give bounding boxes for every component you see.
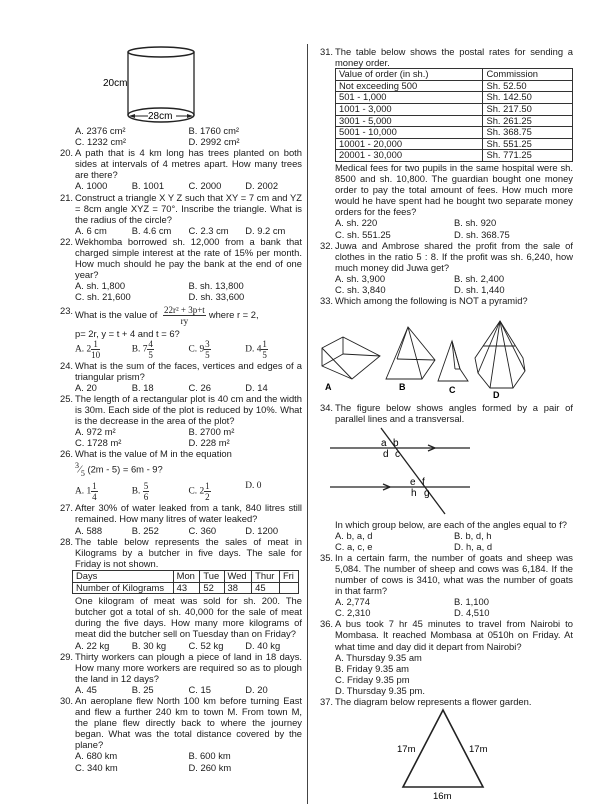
question-number: 22.	[60, 235, 74, 247]
postal-rates-table	[335, 68, 573, 162]
table-cell	[279, 582, 298, 594]
denominator: 5	[205, 349, 210, 360]
question-prefix: What is the value of	[75, 308, 158, 320]
answer-options	[335, 217, 573, 239]
question-24	[60, 360, 302, 393]
meat-sales-table	[72, 570, 299, 594]
question-number: 20.	[60, 147, 74, 159]
fraction	[91, 481, 98, 502]
question-31	[320, 46, 573, 240]
fraction	[147, 339, 154, 360]
question-22	[60, 236, 302, 303]
angle-h: h	[411, 488, 417, 500]
answer-options	[75, 640, 302, 651]
table-cell: 501 - 1,000	[336, 92, 483, 104]
numerator: 5	[143, 481, 149, 492]
question-text: Wekhomba borrowed sh. 12,000 from a bank that charged simple interest at the rate of 15% per month. How much should he pay the bank at the end of one year?	[75, 235, 302, 281]
answer-option[interactable]: C. sh. 551.25	[335, 228, 391, 240]
table-header-row	[73, 570, 299, 582]
denominator: 5	[148, 349, 153, 360]
question-20	[60, 147, 302, 191]
table-row	[336, 138, 573, 150]
denominator: 4	[92, 492, 97, 503]
option-whole: 9	[199, 344, 205, 355]
answer-option[interactable]: C. 360	[188, 524, 217, 536]
answer-option[interactable]: A. sh. 220	[335, 217, 378, 229]
option-whole: 4	[256, 344, 262, 355]
option-whole: 2	[86, 344, 92, 355]
question-number: 33.	[320, 295, 334, 307]
flower-garden-triangle	[320, 707, 560, 803]
label-c: C	[449, 385, 456, 396]
table-header: Tue	[200, 570, 224, 582]
numerator: 1	[262, 338, 267, 349]
table-cell: 43	[173, 582, 200, 594]
table-header: Wed	[224, 570, 252, 582]
equation-fraction: $^3⁄_5$	[75, 461, 85, 479]
answer-option[interactable]: C. 1728 m²	[75, 437, 122, 449]
question-text: The length of a rectangular plot is 40 cm and the width is 30m. Each side of the plot is reduced by 10%. What is the decrease in the area of the plot?	[75, 392, 302, 427]
question-number: 25.	[60, 392, 74, 404]
question-text: Which among the following is NOT a pyramid?	[335, 295, 528, 307]
answer-option[interactable]	[75, 481, 132, 502]
question-text: What is the value of M in the equation	[75, 448, 232, 460]
question-number: 28.	[60, 535, 74, 547]
numerator: 22r² + 3p+t	[163, 304, 205, 315]
table-cell: Sh. 368.75	[483, 127, 573, 139]
question-number: 21.	[60, 191, 74, 203]
numerator: 1	[92, 481, 97, 492]
answer-option[interactable]: C. Friday 9.35 pm	[335, 673, 410, 685]
answer-option[interactable]: B. 1760 cm²	[188, 125, 240, 136]
answer-option[interactable]: A. 22 kg	[75, 639, 110, 651]
option-whole: 1	[86, 487, 92, 498]
answer-options	[335, 530, 573, 552]
answer-option[interactable]: B. b, d, h	[454, 529, 492, 541]
question-number: 30.	[60, 694, 74, 706]
table-cell: 1001 - 3,000	[336, 103, 483, 115]
table-cell: 52	[200, 582, 224, 594]
answer-options	[335, 273, 573, 295]
answer-option[interactable]: D. 4,510	[454, 607, 490, 619]
question-text: An aeroplane flew North 100 km before turning East and flew a further 240 km to town M. From town M, the plane flew directly back to where the journey began. What was the total distance covered by the plane?	[75, 694, 302, 751]
answer-option[interactable]: B. 25	[131, 683, 154, 695]
angle-g: g	[424, 488, 430, 500]
question-text: After 30% of water leaked from a tank, 840 litres still remained. How many litres of water leaked?	[75, 502, 302, 525]
answer-option[interactable]: C. a, c, e	[335, 540, 373, 552]
question-27	[60, 502, 302, 535]
answer-option[interactable]: C. 2,310	[335, 607, 371, 619]
answer-option[interactable]: B. sh. 920	[454, 217, 497, 229]
question-33	[320, 295, 573, 402]
table-header: Mon	[173, 570, 200, 582]
answer-option[interactable]: C. 2.3 cm	[188, 224, 229, 236]
answer-option[interactable]: A. 972 m²	[75, 426, 116, 438]
question-23	[60, 305, 302, 360]
table-cell: Sh. 261.25	[483, 115, 573, 127]
fraction	[204, 481, 211, 502]
equation	[75, 460, 302, 479]
table-row	[336, 127, 573, 139]
question-text: What is the sum of the faces, vertices and edges of a triangular prism?	[75, 359, 302, 382]
answer-options	[60, 125, 302, 147]
diameter-label: 28cm	[148, 111, 173, 122]
fraction	[143, 481, 150, 502]
answer-option[interactable]: A. 2376 cm²	[75, 125, 126, 136]
answer-options	[335, 596, 573, 618]
label-b: B	[399, 382, 406, 393]
angle-d: d	[383, 449, 389, 461]
question-text: One kilogram of meat was sold for sh. 200. The butcher got a total of sh. 40,000 for the sale of meat during the five days. How many more kilograms of meat did the butcher sell on Tuesday than on Friday?	[75, 595, 302, 640]
table-cell: 5001 - 10,000	[336, 127, 483, 139]
angle-a: a	[381, 438, 387, 450]
answer-option[interactable]	[245, 481, 302, 502]
label-a: A	[325, 382, 332, 393]
question-34	[320, 402, 573, 552]
expression-fraction	[163, 305, 206, 326]
answer-options	[75, 180, 302, 191]
answer-option[interactable]: D. Thursday 9.35 pm.	[335, 684, 425, 696]
question-text: The table below shows the postal rates for sending a money order.	[335, 46, 573, 69]
answer-option[interactable]: C. 2000	[188, 180, 222, 192]
numerator: 4	[148, 338, 153, 349]
question-conditions: p= 2r, y = t + 4 and t = 6?	[75, 327, 180, 339]
answer-option[interactable]: D. 40 kg	[245, 639, 281, 651]
question-number: 32.	[320, 239, 334, 251]
table-cell: 38	[224, 582, 252, 594]
answer-option[interactable]: D. sh. 1,440	[454, 283, 505, 295]
option-label: A.	[75, 487, 85, 498]
question-text: A path that is 4 km long has trees planted on both sides at intervals of 4 metres apart. How many trees are there?	[75, 147, 302, 181]
question-29	[60, 651, 302, 695]
answer-option[interactable]: C. sh. 3,840	[335, 283, 386, 295]
answer-options	[75, 481, 302, 502]
question-number: 37.	[320, 696, 334, 708]
answer-option[interactable]: A. 45	[75, 683, 97, 695]
answer-option[interactable]: D. 260 km	[188, 761, 232, 773]
answer-option[interactable]: A. sh. 3,900	[335, 272, 386, 284]
question-21	[60, 192, 302, 236]
table-header: Days	[73, 570, 174, 582]
answer-option[interactable]	[189, 339, 246, 360]
table-cell: Sh. 142.50	[483, 92, 573, 104]
question-text: Juwa and Ambrose shared the profit from the sale of clothes in the ratio 5 : 8. If the profit was sh. 6,240, how much money did Juwa get?	[335, 239, 573, 273]
answer-option[interactable]: D. sh. 33,600	[188, 291, 245, 303]
base-label: 16m	[433, 791, 452, 803]
table-row	[336, 103, 573, 115]
question-number: 35.	[320, 551, 334, 563]
question-text: In a certain farm, the number of goats and sheep was 5,084. The number of sheep and cows was 6,184. If the number of cows is 3410, what was the number of goats in that farm?	[335, 551, 573, 597]
answer-option[interactable]	[75, 339, 132, 360]
fraction	[204, 339, 211, 360]
question-text: The figure below shows angles formed by a pair of parallel lines and a transversal.	[335, 402, 573, 425]
answer-options	[335, 652, 573, 696]
answer-option[interactable]: A. b, a, d	[335, 529, 373, 541]
answer-option[interactable]: B. 2700 m²	[188, 426, 235, 438]
answer-option[interactable]: A. 588	[75, 524, 103, 536]
question-35	[320, 552, 573, 619]
question-number: 29.	[60, 650, 74, 662]
shape-a-icon	[322, 337, 380, 379]
option-whole: 0	[256, 481, 262, 492]
answer-option[interactable]: A. 680 km	[75, 750, 118, 762]
equation-rest: (2m - 5) = 6m - 9?	[87, 464, 163, 476]
question-37	[320, 696, 573, 805]
answer-option[interactable]: B. 252	[131, 524, 159, 536]
parallel-lines-figure	[325, 424, 565, 516]
pyramids-figure	[320, 306, 570, 400]
question-text: The table below represents the sales of meat in Kilograms by a butcher in five days. The sale for Friday is not shown.	[75, 535, 302, 569]
label-d: D	[493, 390, 500, 401]
angle-e: e	[410, 477, 416, 489]
question-text: In which group below, are each of the angles equal to f?	[335, 518, 567, 530]
answer-option[interactable]: A. sh. 1,800	[75, 280, 126, 292]
numerator: 1	[205, 481, 210, 492]
height-label: 20cm	[103, 78, 128, 89]
numerator: 1	[91, 339, 100, 350]
question-number: 23.	[60, 304, 74, 316]
denominator: 5	[80, 469, 85, 479]
question-text: A bus took 7 hr 45 minutes to travel from Nairobi to Mombasa. It reached Mombasa at 0510h on Friday. At what time and day did it depart from Nairobi?	[335, 618, 573, 652]
answer-option[interactable]: A. 2,774	[335, 596, 370, 608]
right-column	[320, 46, 573, 805]
table-row	[336, 115, 573, 127]
answer-option[interactable]: D. 2002	[245, 180, 279, 192]
denominator: 6	[143, 492, 149, 503]
question-text: Construct a triangle X Y Z such that XY = 7 cm and YZ = 8cm angle XYZ = 70°. Inscribe the triangle. What is the radius of the circle?	[75, 191, 302, 225]
question-32	[320, 240, 573, 295]
answer-option[interactable]: C. 26	[188, 381, 211, 393]
question-30	[60, 695, 302, 773]
table-cell: Sh. 52.50	[483, 80, 573, 92]
question-28	[60, 536, 302, 651]
answer-option[interactable]: C. 15	[188, 683, 211, 695]
answer-option[interactable]: D. 9.2 cm	[245, 224, 286, 236]
answer-options	[75, 525, 302, 536]
answer-option[interactable]	[132, 481, 189, 502]
answer-option[interactable]: D. sh. 368.75	[454, 228, 510, 240]
answer-option[interactable]: D. 20	[245, 683, 268, 695]
answer-options	[75, 225, 302, 236]
table-cell: Sh. 771.25	[483, 150, 573, 162]
table-cell: 20001 - 30,000	[336, 150, 483, 162]
question-36	[320, 618, 573, 696]
numerator: 3	[205, 338, 210, 349]
fraction	[261, 339, 268, 360]
answer-options	[75, 382, 302, 393]
answer-option[interactable]	[245, 339, 302, 360]
question-text: Medical fees for two pupils in the same hospital were sh. 8500 and sh. 10,800. The guardian bought one money order to pay the total amount of fees. How much more would he have spent had he bought two separate money orders for the fees?	[335, 161, 573, 218]
answer-option[interactable]: B. 1001	[131, 180, 165, 192]
answer-option[interactable]: A. 6 cm	[75, 224, 107, 236]
table-cell: Sh. 217.50	[483, 103, 573, 115]
answer-options	[75, 339, 302, 360]
side-right-label: 17m	[469, 744, 488, 756]
table-row	[336, 92, 573, 104]
table-header: Commission	[483, 69, 573, 81]
answer-option[interactable]: B. sh. 13,800	[188, 280, 244, 292]
answer-option[interactable]: C. 340 km	[75, 761, 118, 773]
angle-f: f	[422, 477, 425, 489]
answer-option[interactable]: D. h, a, d	[454, 540, 493, 552]
table-row	[336, 80, 573, 92]
left-column	[60, 125, 302, 773]
question-26	[60, 448, 302, 502]
answer-option[interactable]: B. 30 kg	[131, 639, 167, 651]
answer-options	[75, 426, 302, 448]
option-label: B.	[131, 344, 141, 355]
numerator: 3	[75, 461, 79, 471]
angle-b: b	[393, 438, 399, 450]
option-label: C.	[188, 487, 198, 498]
table-header: Fri	[279, 570, 298, 582]
question-number: 31.	[320, 46, 334, 57]
answer-option[interactable]: C. sh. 21,600	[75, 291, 131, 303]
answer-option[interactable]	[132, 339, 189, 360]
table-header-row	[336, 69, 573, 81]
denominator: 2	[205, 492, 210, 503]
answer-option[interactable]: D. 14	[245, 381, 268, 393]
option-label: D.	[245, 344, 255, 355]
answer-option[interactable]: B. 600 km	[188, 750, 231, 762]
answer-option[interactable]: B. 4.6 cm	[131, 224, 172, 236]
answer-option[interactable]: A. Thursday 9.35 am	[335, 651, 422, 663]
answer-option[interactable]	[189, 481, 246, 502]
table-row	[336, 150, 573, 162]
column-divider	[307, 44, 308, 804]
answer-option[interactable]: D. 1200	[245, 524, 279, 536]
option-label: A.	[75, 344, 85, 355]
answer-option[interactable]: B. Friday 9.35 am	[335, 662, 409, 674]
answer-options	[75, 280, 302, 302]
option-whole: 7	[142, 344, 148, 355]
fraction	[91, 339, 100, 360]
table-cell: 10001 - 20,000	[336, 138, 483, 150]
question-number: 36.	[320, 618, 334, 630]
question-text: The diagram below represents a flower garden.	[335, 696, 532, 708]
answer-options	[75, 684, 302, 695]
shape-d-icon	[475, 321, 525, 388]
table-cell: Number of Kilograms	[73, 582, 174, 594]
answer-options	[75, 750, 302, 772]
answer-option[interactable]: D. 228 m²	[188, 437, 230, 449]
question-25	[60, 393, 302, 448]
question-text	[75, 305, 302, 326]
answer-option[interactable]: B. 1,100	[454, 596, 489, 608]
answer-option[interactable]: A. 20	[75, 381, 97, 393]
table-row	[73, 582, 299, 594]
question-suffix: where r = 2,	[208, 308, 259, 320]
question-number: 27.	[60, 502, 74, 514]
question-text: Thirty workers can plough a piece of land in 18 days. How many more workers are required so as to plough the land in 12 days?	[75, 650, 302, 684]
table-cell: Not exceeding 500	[336, 80, 483, 92]
question-number: 26.	[60, 448, 74, 460]
answer-option[interactable]: B. 18	[131, 381, 154, 393]
denominator: 10	[91, 349, 101, 360]
angle-c: c	[395, 449, 400, 461]
option-whole: 2	[199, 487, 205, 498]
table-cell: 3001 - 5,000	[336, 115, 483, 127]
table-header: Value of order (in sh.)	[336, 69, 483, 81]
answer-option[interactable]: C. 52 kg	[188, 639, 224, 651]
option-label: C.	[188, 344, 198, 355]
option-label: B.	[131, 487, 141, 498]
answer-option[interactable]: C. 1232 cm²	[75, 136, 127, 148]
answer-option[interactable]: B. sh. 2,400	[454, 272, 505, 284]
cylinder-figure	[60, 44, 210, 126]
table-header: Thur	[252, 570, 280, 582]
denominator: 5	[262, 349, 267, 360]
denominator: ry	[180, 315, 189, 326]
table-cell: Sh. 551.25	[483, 138, 573, 150]
side-left-label: 17m	[397, 744, 416, 756]
table-cell: 45	[252, 582, 280, 594]
question-number: 24.	[60, 359, 74, 371]
option-label: D.	[245, 481, 255, 492]
answer-option[interactable]: A. 1000	[75, 180, 108, 192]
answer-option[interactable]: D. 2992 cm²	[188, 136, 240, 148]
question-number: 34.	[320, 402, 334, 414]
